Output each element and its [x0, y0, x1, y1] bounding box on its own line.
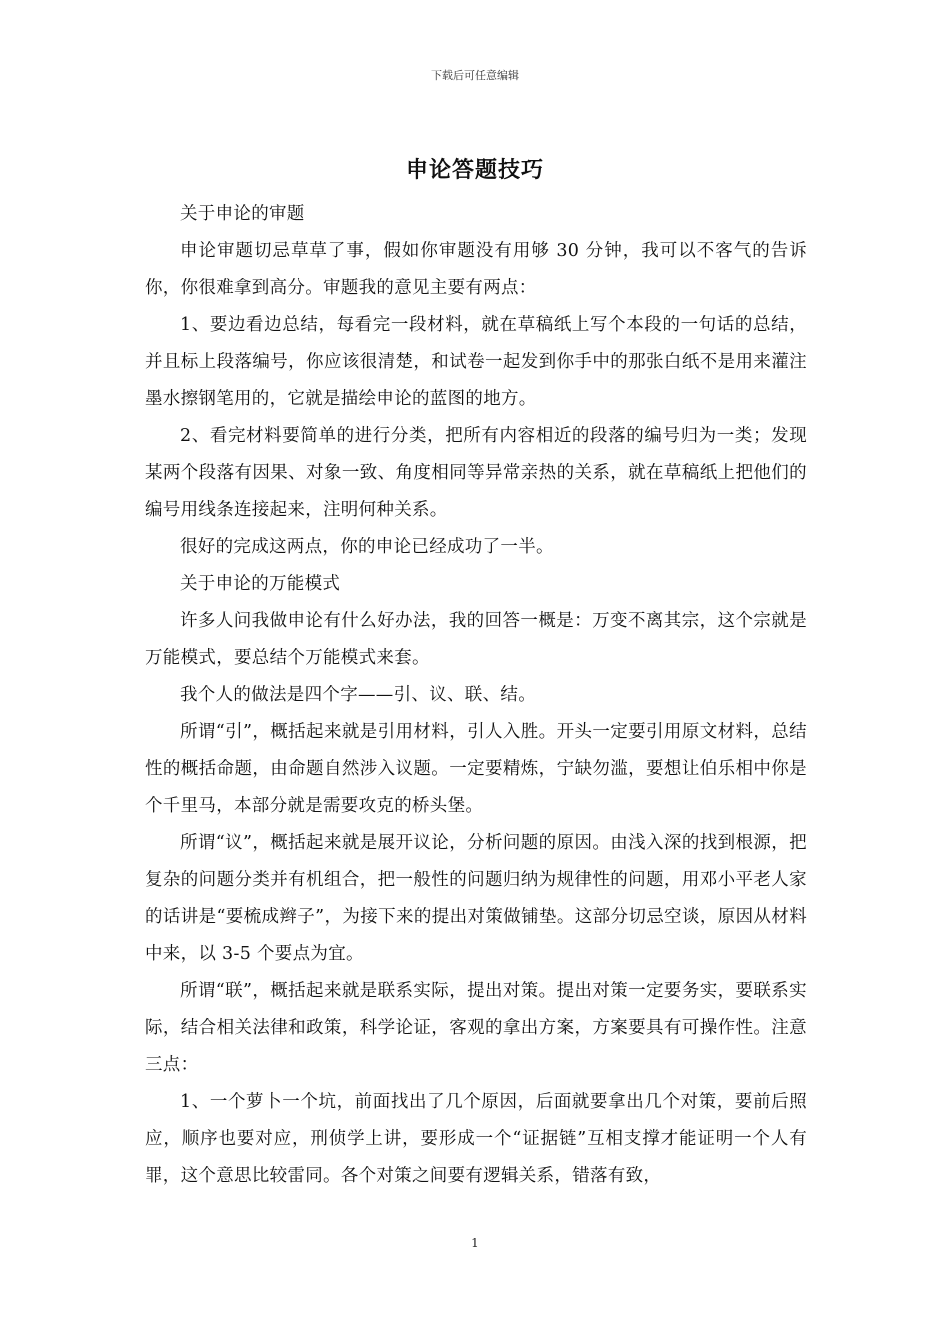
- paragraph-lian: 所谓“联”，概括起来就是联系实际，提出对策。提出对策一定要务实，要联系实际，结合相关法律和政策，科学论证，客观的拿出方案，方案要具有可操作性。注意三点：: [145, 981, 807, 1075]
- paragraph-review-intro: 申论审题切忌草草了事，假如你审题没有用够 30 分钟，我可以不客气的告诉你，你很难拿到高分。审题我的意见主要有两点：: [145, 241, 807, 298]
- paragraph-mode-heading: 关于申论的万能模式: [180, 574, 341, 594]
- paragraph-review-heading: 关于申论的审题: [180, 204, 305, 224]
- paragraph-lian-point-1: 1、一个萝卜一个坑，前面找出了几个原因，后面就要拿出几个对策，要前后照应，顺序也要对应，刑侦学上讲，要形成一个“证据链”互相支撑才能证明一个人有罪，这个意思比较雷同。各个对策之间要有逻辑关系，错落有致，: [145, 1092, 807, 1186]
- paragraph-review-point-1: 1、要边看边总结，每看完一段材料，就在草稿纸上写个本段的一句话的总结，并且标上段落编号，你应该很清楚，和试卷一起发到你手中的那张白纸不是用来灌注墨水擦钢笔用的，它就是描绘申论的蓝图的地方。: [145, 315, 807, 409]
- page-number: 1: [471, 1236, 479, 1250]
- paragraph-mode-four-words: 我个人的做法是四个字——引、议、联、结。: [180, 685, 536, 705]
- header-note: 下载后可任意编辑: [431, 69, 519, 82]
- document-body: [145, 196, 807, 1195]
- paragraph-review-summary: 很好的完成这两点，你的申论已经成功了一半。: [180, 537, 554, 557]
- paragraph-review-point-2: 2、看完材料要简单的进行分类，把所有内容相近的段落的编号归为一类；发现某两个段落有因果、对象一致、角度相同等异常亲热的关系，就在草稿纸上把他们的编号用线条连接起来，注明何种关系。: [145, 426, 807, 520]
- paragraph-yin: 所谓“引”，概括起来就是引用材料，引人入胜。开头一定要引用原文材料，总结性的概括命题，由命题自然涉入议题。一定要精炼，宁缺勿滥，要想让伯乐相中你是个千里马，本部分就是需要攻克的桥头堡。: [145, 722, 807, 816]
- paragraph-yi: 所谓“议”，概括起来就是展开议论，分析问题的原因。由浅入深的找到根源，把复杂的问题分类并有机组合，把一般性的问题归纳为规律性的问题，用邓小平老人家的话讲是“要梳成辫子”，为接下来的提出对策做铺垫。这部分切忌空谈，原因从材料中来，以 3-5 个要点为宜。: [145, 833, 807, 964]
- paragraph-mode-intro: 许多人问我做申论有什么好办法，我的回答一概是：万变不离其宗，这个宗就是万能模式，要总结个万能模式来套。: [145, 611, 807, 668]
- document-title: 申论答题技巧: [405, 158, 544, 183]
